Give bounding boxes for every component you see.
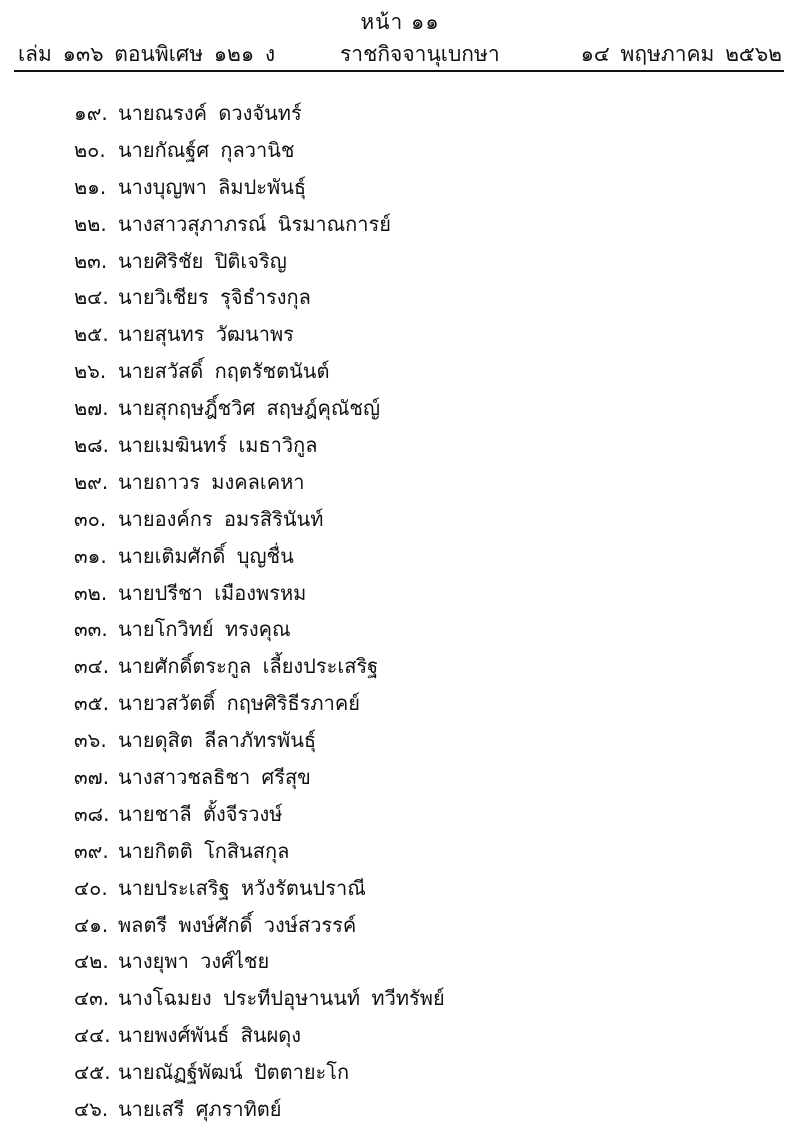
list-item	[74, 169, 774, 206]
list-item	[74, 464, 774, 501]
item-number: ๑๙.	[74, 101, 108, 125]
person-name: นายองค์กร อมรสิรินันท์	[118, 506, 324, 531]
list-item	[74, 243, 774, 280]
item-number: ๒๙.	[74, 469, 109, 494]
list-item	[74, 870, 774, 907]
item-number: ๒๘.	[74, 433, 109, 458]
item-number: ๓๕.	[74, 691, 110, 716]
item-number: ๒๑.	[74, 174, 107, 199]
list-item	[74, 390, 774, 427]
person-name: นายณรงค์ ดวงจันทร์	[118, 101, 302, 125]
list-item	[74, 1054, 774, 1091]
person-name: นายสวัสดิ์ กฤตรัชตนันต์	[118, 359, 330, 384]
item-number: ๔๓.	[74, 986, 110, 1011]
item-number: ๒๓.	[74, 248, 108, 273]
gazette-header	[18, 38, 782, 68]
person-name: นายวสวัตติ์ กฤษศิริธีรภาคย์	[118, 691, 360, 716]
item-number: ๓๖.	[74, 728, 107, 753]
person-name: นายกิตติ โกสินสกุล	[118, 838, 290, 863]
list-item	[74, 1091, 774, 1128]
person-name: นายกัณฐ์ศ กุลวานิช	[118, 137, 295, 162]
person-name: นายเมฆินทร์ เมธาวิกูล	[118, 433, 318, 458]
person-name: นายเสรี ศุภราทิตย์	[118, 1097, 282, 1122]
item-number: ๔๖.	[74, 1097, 109, 1122]
item-number: ๒๕.	[74, 322, 109, 347]
list-item	[74, 685, 774, 722]
list-item	[74, 206, 774, 243]
list-item	[74, 538, 774, 575]
item-number: ๔๐.	[74, 875, 108, 900]
list-item	[74, 316, 774, 353]
list-item	[74, 1017, 774, 1054]
name-list	[74, 95, 774, 1128]
volume-issue: เล่ม ๑๓๖ ตอนพิเศษ ๑๒๑ ง	[18, 42, 276, 66]
list-item	[74, 132, 774, 169]
person-name: นายปรีชา เมืองพรหม	[118, 580, 307, 605]
person-name: นายวิเชียร รุจิธำรงกุล	[118, 285, 311, 310]
person-name: นายศิริชัย ปิติเจริญ	[118, 248, 287, 273]
list-item	[74, 759, 774, 796]
item-number: ๔๔.	[74, 1023, 111, 1048]
person-name: นายสุนทร วัฒนาพร	[118, 322, 294, 347]
list-item	[74, 501, 774, 538]
item-number: ๔๒.	[74, 949, 109, 974]
list-item	[74, 796, 774, 833]
item-number: ๒๔.	[74, 285, 109, 310]
item-number: ๒๖.	[74, 359, 107, 384]
item-number: ๓๓.	[74, 617, 108, 642]
item-number: ๒๗.	[74, 396, 109, 421]
person-name: นางบุญพา ลิมปะพันธุ์	[118, 174, 307, 199]
list-item	[74, 648, 774, 685]
item-number: ๔๕.	[74, 1060, 111, 1085]
list-item	[74, 943, 774, 980]
list-item	[74, 279, 774, 316]
item-number: ๓๗.	[74, 765, 110, 790]
person-name: นายประเสริฐ หวังรัตนปราณี	[118, 875, 366, 900]
item-number: ๓๙.	[74, 838, 109, 863]
person-name: นายชาลี ตั้งจีรวงษ์	[118, 801, 283, 826]
header-divider	[14, 70, 784, 72]
list-item	[74, 611, 774, 648]
person-name: นายณัฏฐ์พัฒน์ ปัตตายะโก	[118, 1060, 350, 1085]
person-name: นายโกวิทย์ ทรงคุณ	[118, 617, 291, 642]
list-item	[74, 722, 774, 759]
person-name: นายศักดิ์ตระกูล เลี้ยงประเสริฐ	[118, 654, 379, 679]
page-number: หน้า ๑๑	[360, 10, 440, 34]
publication-date: ๑๔ พฤษภาคม ๒๕๖๒	[580, 42, 782, 66]
item-number: ๓๒.	[74, 580, 108, 605]
person-name: นายพงศ์พันธ์ สินผดุง	[118, 1023, 302, 1048]
person-name: นายสุกฤษฎิ์ชวิศ สฤษฎ์คุณัชญ์	[118, 396, 380, 421]
person-name: นางสาวชลธิชา ศรีสุข	[118, 765, 311, 790]
list-item	[74, 95, 774, 132]
item-number: ๔๑.	[74, 912, 109, 937]
list-item	[74, 427, 774, 464]
item-number: ๓๑.	[74, 543, 107, 568]
person-name: นายเติมศักดิ์ บุญชื่น	[118, 543, 294, 568]
item-number: ๓๔.	[74, 654, 110, 679]
person-name: นางโฉมยง ประทีปอุษานนท์ ทวีทรัพย์	[118, 986, 445, 1011]
list-item	[74, 980, 774, 1017]
list-item	[74, 907, 774, 944]
person-name: นายถาวร มงคลเคหา	[118, 469, 305, 494]
publication-title: ราชกิจจานุเบกษา	[340, 42, 500, 66]
item-number: ๒๐.	[74, 137, 106, 162]
person-name: นายดุสิต ลีลาภัทรพันธุ์	[118, 728, 317, 753]
list-item	[74, 353, 774, 390]
list-item	[74, 833, 774, 870]
item-number: ๓๘.	[74, 801, 110, 826]
person-name: นางยุพา วงศ์ไชย	[118, 949, 270, 974]
person-name: พลตรี พงษ์ศักดิ์ วงษ์สวรรค์	[118, 912, 357, 937]
person-name: นางสาวสุภาภรณ์ นิรมาณการย์	[118, 211, 391, 236]
item-number: ๓๐.	[74, 506, 107, 531]
list-item	[74, 575, 774, 612]
item-number: ๒๒.	[74, 211, 107, 236]
